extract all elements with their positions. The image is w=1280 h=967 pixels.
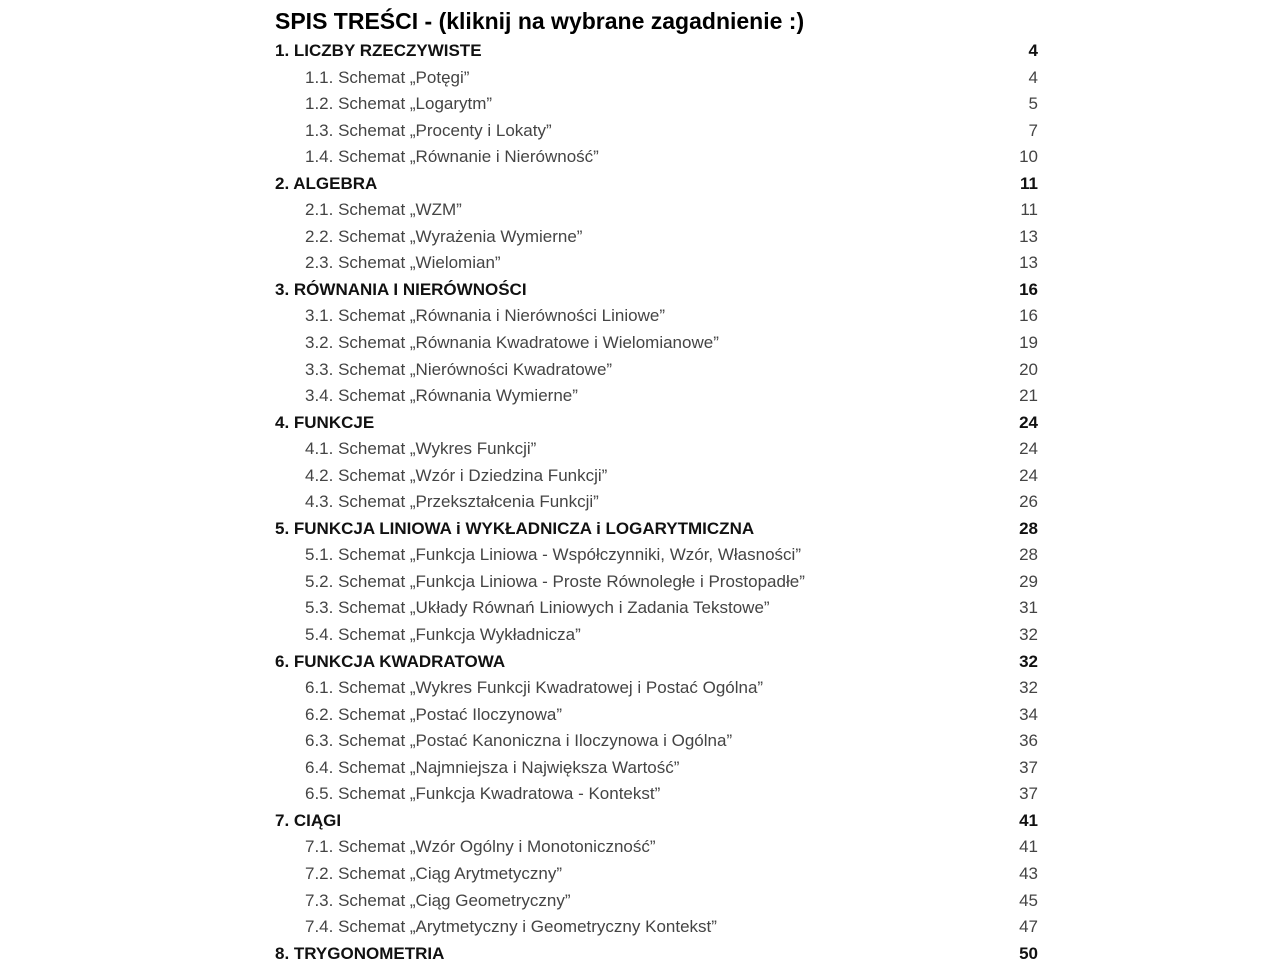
toc-section-link[interactable] — [275, 941, 1038, 967]
toc-entry-page: 41 — [1019, 810, 1038, 830]
toc-entry-page: 26 — [1019, 492, 1038, 512]
toc-entry-page: 29 — [1019, 571, 1038, 591]
toc-subsection-link[interactable] — [275, 755, 1038, 782]
toc-entry-page: 11 — [1020, 173, 1038, 193]
toc-entry-page: 43 — [1019, 863, 1038, 883]
toc-entry-label: 4.2. Schemat „Wzór i Dziedzina Funkcji” — [305, 465, 608, 485]
toc-entry-page: 47 — [1019, 917, 1038, 937]
toc-entry-page: 32 — [1019, 651, 1038, 671]
toc-subsection-link[interactable] — [275, 914, 1038, 941]
toc-subsection-link[interactable] — [275, 118, 1038, 145]
toc-entry-label: 2.3. Schemat „Wielomian” — [305, 253, 501, 273]
toc-entry-label: 3.3. Schemat „Nierówności Kwadratowe” — [305, 359, 613, 379]
toc-subsection-link[interactable] — [275, 65, 1038, 92]
toc-subsection-link[interactable] — [275, 436, 1038, 463]
toc-entry-label: 2.1. Schemat „WZM” — [305, 200, 462, 220]
toc-entry-page: 13 — [1019, 253, 1038, 273]
toc-subsection-link[interactable] — [275, 250, 1038, 277]
toc-title: SPIS TREŚCI - (kliknij na wybrane zagadnienie :) — [275, 8, 805, 34]
toc-entry-page: 32 — [1019, 625, 1038, 645]
toc-subsection-link[interactable] — [275, 224, 1038, 251]
toc-subsection-link[interactable] — [275, 595, 1038, 622]
toc-subsection-link[interactable] — [275, 569, 1038, 596]
toc-entry-page: 24 — [1019, 465, 1038, 485]
toc-section-link[interactable] — [275, 171, 1038, 198]
toc-section-link[interactable] — [275, 410, 1038, 437]
toc-entry-label: 1. LICZBY RZECZYWISTE — [275, 41, 482, 60]
toc-subsection-link[interactable] — [275, 542, 1038, 569]
toc-entry-label: 3.4. Schemat „Równania Wymierne” — [305, 386, 578, 406]
toc-entry-label: 6.3. Schemat „Postać Kanoniczna i Iloczynowa i Ogólna” — [305, 731, 733, 751]
toc-subsection-link[interactable] — [275, 622, 1038, 649]
toc-subsection-link[interactable] — [275, 330, 1038, 357]
toc-subsection-link[interactable] — [275, 834, 1038, 861]
toc-entry-label: 1.3. Schemat „Procenty i Lokaty” — [305, 120, 552, 140]
toc-entry-label: 7.1. Schemat „Wzór Ogólny i Monotoniczność” — [305, 837, 656, 857]
toc-entries — [275, 38, 1038, 967]
toc-entry-page: 4 — [1028, 67, 1038, 87]
toc-subsection-link[interactable] — [275, 702, 1038, 729]
toc-entry-page: 5 — [1028, 94, 1038, 114]
toc-entry-page: 34 — [1019, 704, 1038, 724]
toc-subsection-link[interactable] — [275, 91, 1038, 118]
toc-entry-label: 5. FUNKCJA LINIOWA i WYKŁADNICZA i LOGARYTMICZNA — [275, 518, 755, 538]
toc-entry-page: 37 — [1019, 784, 1038, 804]
toc-entry-page: 13 — [1019, 226, 1038, 246]
toc-entry-page: 32 — [1019, 678, 1038, 698]
toc-entry-label: 6.5. Schemat „Funkcja Kwadratowa - Kontekst” — [305, 784, 661, 804]
toc-subsection-link[interactable] — [275, 303, 1038, 330]
toc-subsection-link[interactable] — [275, 144, 1038, 171]
toc-entry-label: 6.2. Schemat „Postać Iloczynowa” — [305, 704, 563, 724]
toc-entry-label: 4.3. Schemat „Przekształcenia Funkcji” — [305, 492, 599, 512]
toc-entry-label: 5.1. Schemat „Funkcja Liniowa - Współczynniki, Wzór, Własności” — [305, 545, 801, 565]
toc-entry-page: 7 — [1028, 120, 1038, 140]
toc-entry-label: 7.3. Schemat „Ciąg Geometryczny” — [305, 890, 571, 910]
toc-entry-page: 31 — [1019, 598, 1038, 618]
toc-entry-page: 21 — [1019, 386, 1038, 406]
toc-subsection-link[interactable] — [275, 888, 1038, 915]
toc-entry-page: 4 — [1028, 41, 1038, 60]
toc-entry-page: 41 — [1019, 837, 1038, 857]
toc-entry-page: 36 — [1019, 731, 1038, 751]
toc-subsection-link[interactable] — [275, 383, 1038, 410]
toc-entry-page: 28 — [1019, 545, 1038, 565]
toc-entry-label: 8. TRYGONOMETRIA — [275, 943, 445, 963]
toc-entry-label: 2.2. Schemat „Wyrażenia Wymierne” — [305, 226, 583, 246]
toc-entry-page: 16 — [1019, 306, 1038, 326]
table-of-contents — [275, 4, 1038, 967]
toc-entry-label: 1.1. Schemat „Potęgi” — [305, 67, 470, 87]
toc-entry-label: 1.4. Schemat „Równanie i Nierówność” — [305, 147, 599, 167]
toc-entry-page: 28 — [1019, 518, 1038, 538]
toc-entry-label: 2. ALGEBRA — [275, 173, 378, 193]
toc-entry-page: 24 — [1019, 439, 1038, 459]
toc-entry-label: 3. RÓWNANIA I NIERÓWNOŚCI — [275, 279, 527, 299]
toc-entry-page: 20 — [1019, 359, 1038, 379]
toc-entry-page: 19 — [1019, 333, 1038, 353]
toc-subsection-link[interactable] — [275, 489, 1038, 516]
toc-entry-label: 5.2. Schemat „Funkcja Liniowa - Proste Równoległe i Prostopadłe” — [305, 571, 805, 591]
toc-entry-label: 5.4. Schemat „Funkcja Wykładnicza” — [305, 625, 581, 645]
toc-section-link[interactable] — [275, 808, 1038, 835]
toc-entry-label: 7.4. Schemat „Arytmetyczny i Geometryczny Kontekst” — [305, 917, 717, 937]
toc-entry-label: 3.2. Schemat „Równania Kwadratowe i Wielomianowe” — [305, 333, 719, 353]
toc-entry-page: 37 — [1019, 757, 1038, 777]
toc-entry-page: 10 — [1019, 147, 1038, 167]
toc-section-link[interactable] — [275, 38, 1038, 65]
toc-entry-page: 24 — [1019, 412, 1038, 432]
toc-entry-label: 6. FUNKCJA KWADRATOWA — [275, 651, 506, 671]
toc-entry-label: 7. CIĄGI — [275, 810, 342, 830]
toc-entry-label: 3.1. Schemat „Równania i Nierówności Liniowe” — [305, 306, 665, 326]
toc-subsection-link[interactable] — [275, 781, 1038, 808]
toc-entry-page: 50 — [1019, 943, 1038, 963]
toc-entry-label: 7.2. Schemat „Ciąg Arytmetyczny” — [305, 863, 562, 883]
toc-subsection-link[interactable] — [275, 463, 1038, 490]
toc-entry-label: 4. FUNKCJE — [275, 412, 375, 432]
toc-section-link[interactable] — [275, 277, 1038, 304]
toc-entry-label: 1.2. Schemat „Logarytm” — [305, 94, 493, 114]
toc-section-link[interactable] — [275, 649, 1038, 676]
toc-entry-label: 4.1. Schemat „Wykres Funkcji” — [305, 439, 537, 459]
toc-subsection-link[interactable] — [275, 728, 1038, 755]
toc-section-link[interactable] — [275, 516, 1038, 543]
toc-entry-label: 6.4. Schemat „Najmniejsza i Największa Wartość” — [305, 757, 680, 777]
toc-entry-label: 6.1. Schemat „Wykres Funkcji Kwadratowej i Postać Ogólna” — [305, 678, 764, 698]
toc-entry-page: 11 — [1020, 200, 1038, 220]
toc-entry-page: 16 — [1019, 279, 1038, 299]
toc-entry-page: 45 — [1019, 890, 1038, 910]
toc-subsection-link[interactable] — [275, 357, 1038, 384]
toc-entry-label: 5.3. Schemat „Układy Równań Liniowych i Zadania Tekstowe” — [305, 598, 770, 618]
toc-subsection-link[interactable] — [275, 197, 1038, 224]
toc-subsection-link[interactable] — [275, 861, 1038, 888]
toc-subsection-link[interactable] — [275, 675, 1038, 702]
